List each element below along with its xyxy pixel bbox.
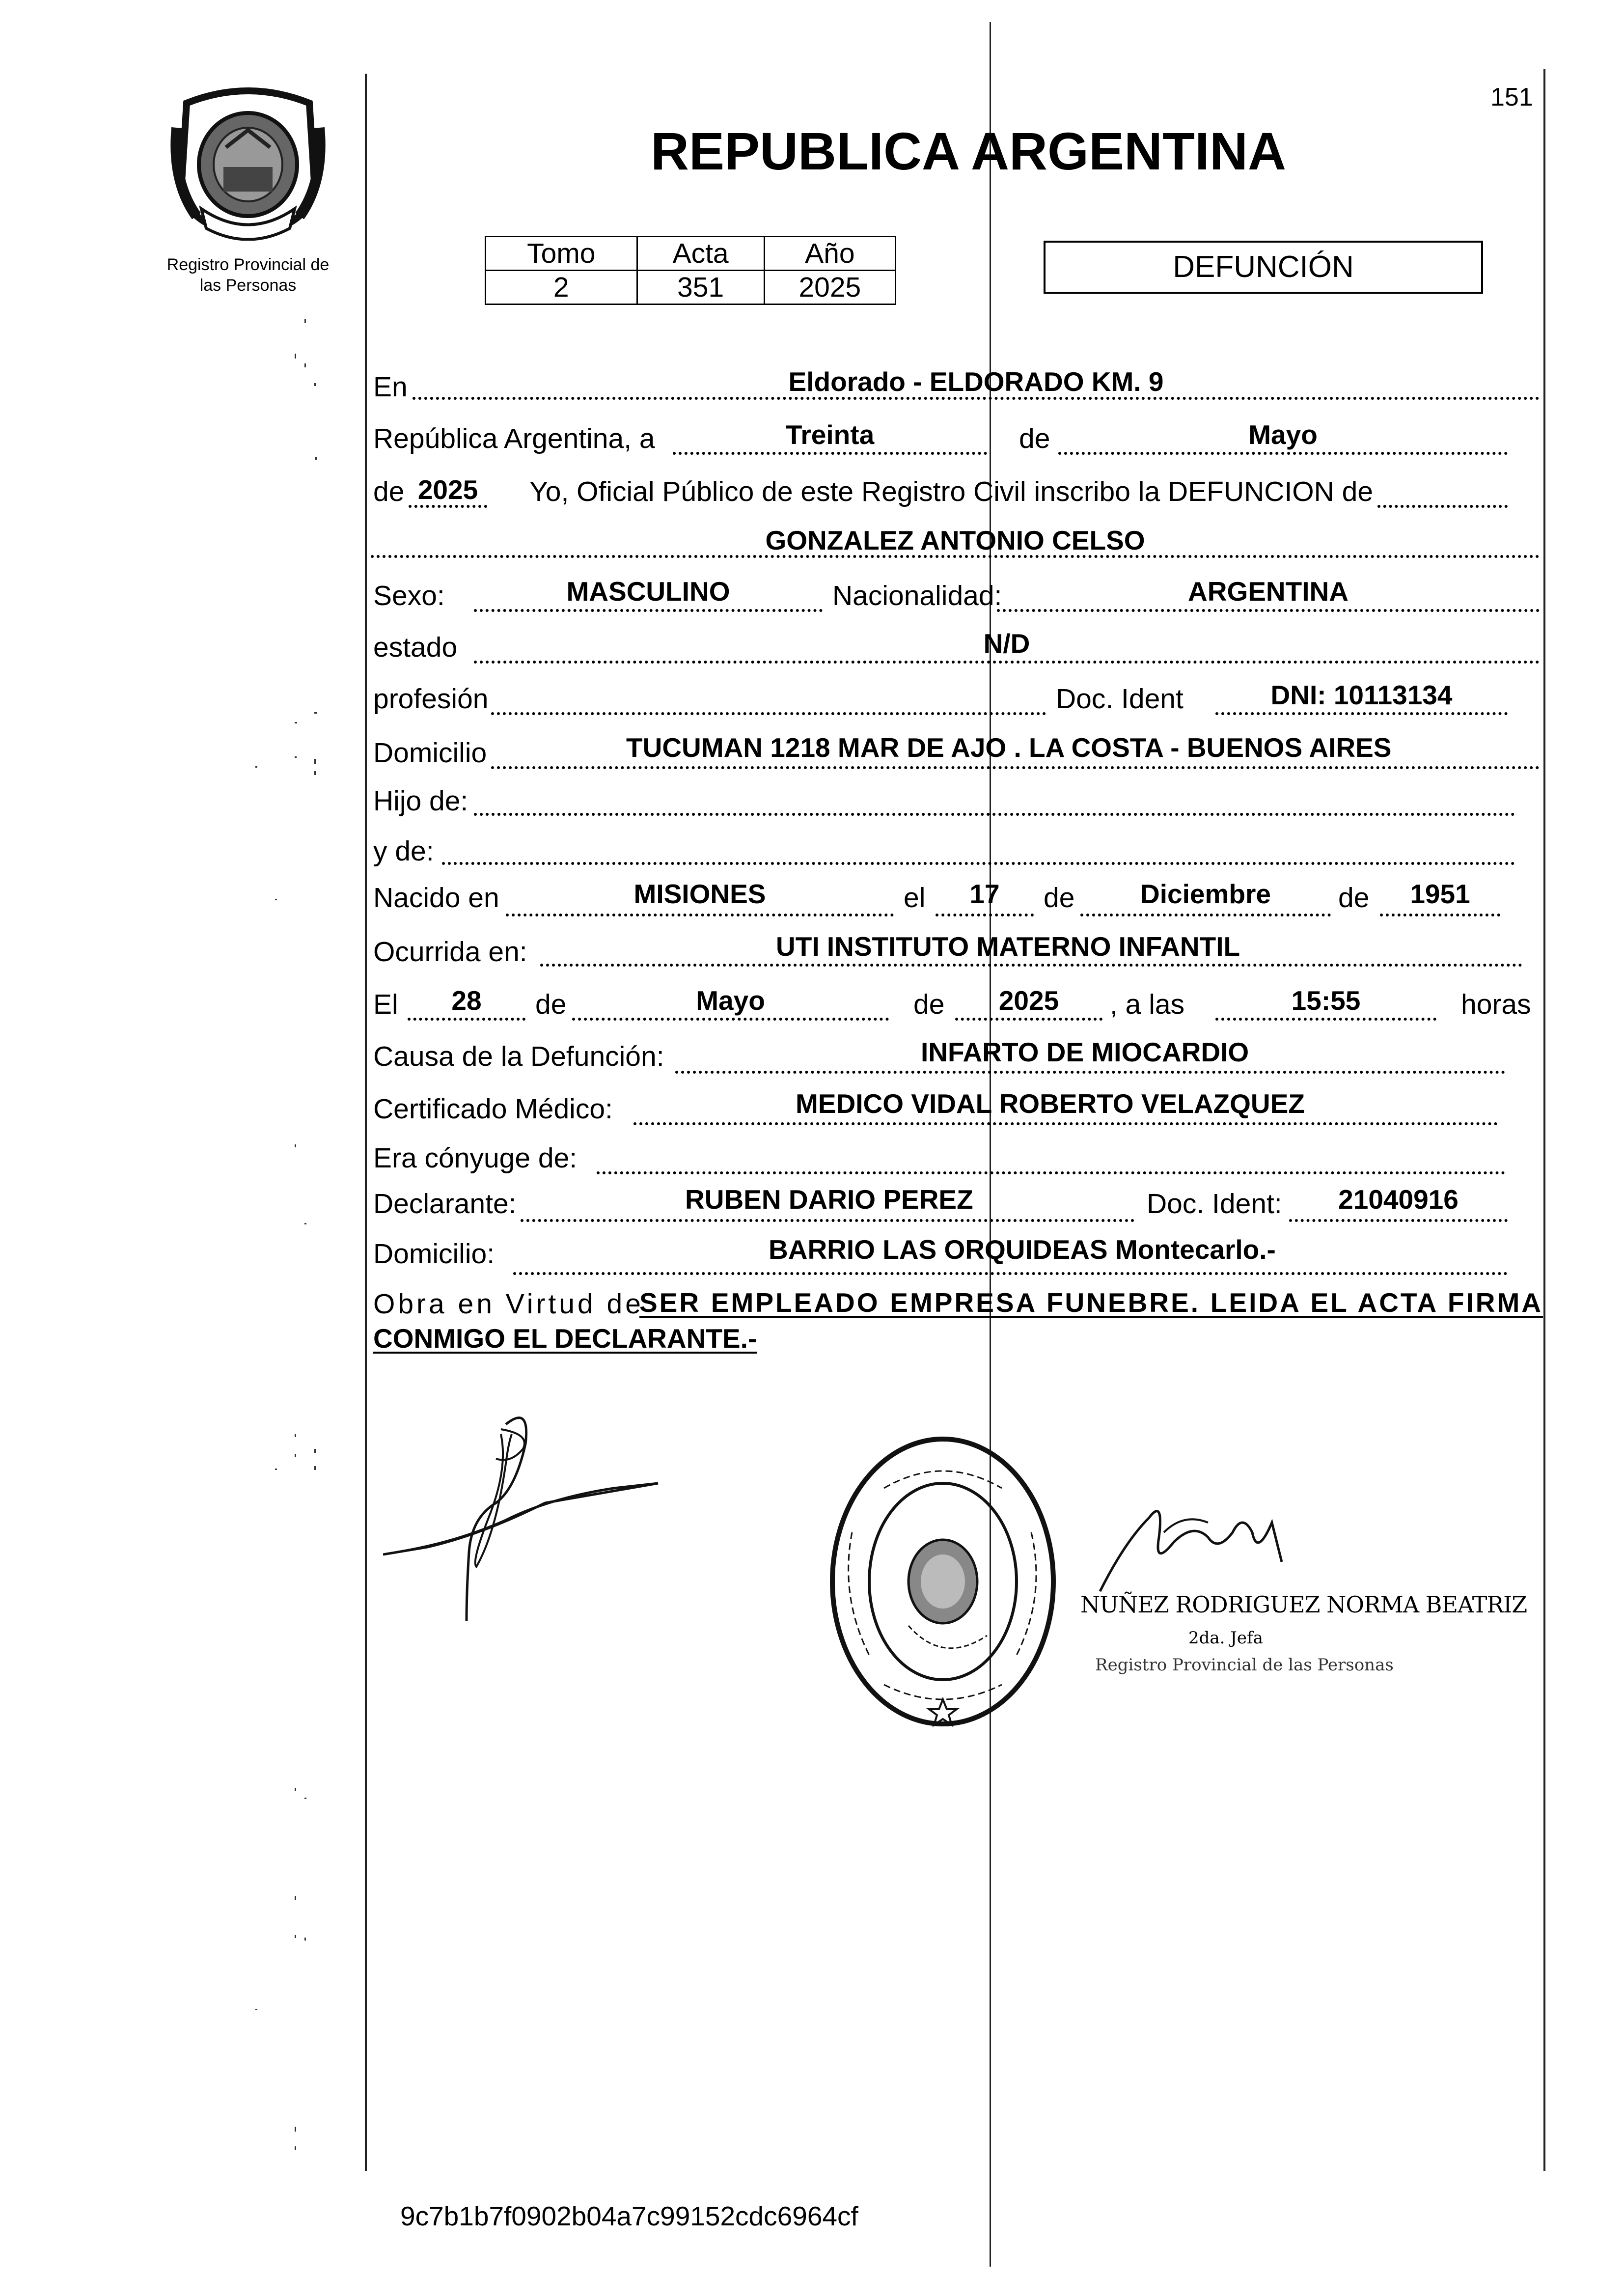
label-horas: horas	[1461, 989, 1531, 1020]
label-de-5: de	[535, 989, 567, 1020]
registry-label-line2: las Personas	[199, 276, 297, 295]
mes-value: Mayo	[1248, 419, 1318, 450]
nacido-en-value: MISIONES	[633, 879, 766, 909]
margin-specks	[0, 0, 373, 2275]
nacido-en-line	[506, 914, 894, 916]
label-nacido-en: Nacido en	[373, 882, 499, 914]
label-ocurrida-en: Ocurrida en:	[373, 936, 527, 968]
label-republica: República Argentina, a	[373, 423, 655, 454]
official-title: 2da. Jefa	[1188, 1628, 1263, 1648]
def-dia-line	[408, 1018, 525, 1021]
label-certificado: Certificado Médico:	[373, 1093, 613, 1125]
nac-anio-line	[1380, 914, 1500, 916]
conyuge-line	[597, 1171, 1505, 1174]
label-doc-ident: Doc. Ident	[1056, 683, 1184, 715]
label-de-4: de	[1338, 882, 1370, 914]
anio-header: Año	[764, 237, 895, 271]
mes-line	[1058, 452, 1508, 455]
declarante-value: RUBEN DARIO PEREZ	[685, 1184, 973, 1215]
fold-line	[990, 22, 991, 2267]
def-anio-line	[955, 1018, 1102, 1021]
declarante-line	[521, 1219, 1134, 1222]
label-nacionalidad: Nacionalidad:	[832, 580, 1002, 611]
nac-dia-value: 17	[969, 879, 1000, 909]
label-en: En	[373, 371, 408, 403]
ocurrida-en-value: UTI INSTITUTO MATERNO INFANTIL	[776, 931, 1240, 962]
left-border-line	[365, 74, 367, 2171]
dia-texto-value: Treinta	[785, 419, 875, 450]
label-domicilio: Domicilio	[373, 737, 487, 769]
def-mes-value: Mayo	[696, 985, 765, 1016]
tomo-header: Tomo	[486, 237, 637, 271]
declarante-domicilio-line	[513, 1272, 1508, 1275]
ocurrida-en-line	[540, 964, 1522, 967]
label-el-cap: El	[373, 989, 398, 1020]
label-y-de: y de:	[373, 835, 434, 867]
obra-line-2: CONMIGO EL DECLARANTE.-	[373, 1323, 757, 1354]
label-sexo: Sexo:	[373, 580, 445, 611]
label-conyuge: Era cónyuge de:	[373, 1142, 578, 1174]
label-el: el	[904, 882, 926, 914]
document-hash: 9c7b1b7f0902b04a7c99152cdc6964cf	[400, 2201, 858, 2231]
nacionalidad-line	[997, 609, 1540, 612]
sexo-value: MASCULINO	[566, 576, 730, 607]
label-yo-oficial: Yo, Oficial Público de este Registro Civil inscribo la DEFUNCION de	[529, 476, 1374, 507]
label-obra-en-virtud: Obra en Virtud de	[373, 1288, 644, 1320]
page-title: REPUBLICA ARGENTINA	[651, 121, 1286, 181]
label-declarante: Declarante:	[373, 1188, 517, 1220]
label-a-las: , a las	[1110, 989, 1185, 1020]
obra-line-1: SER EMPLEADO EMPRESA FUNEBRE. LEIDA EL ACTA FIRMA	[639, 1287, 1543, 1318]
label-de-1: de	[1019, 423, 1050, 454]
domicilio-line	[491, 766, 1540, 769]
lugar-value: Eldorado - ELDORADO KM. 9	[788, 366, 1164, 397]
nac-mes-value: Diciembre	[1140, 879, 1271, 909]
registry-label-line1: Registro Provincial de	[166, 255, 330, 274]
estado-value: N/D	[983, 628, 1030, 659]
label-domicilio-2: Domicilio:	[373, 1238, 495, 1270]
estado-line	[474, 661, 1540, 664]
label-de-6: de	[913, 989, 945, 1020]
def-hora-value: 15:55	[1291, 985, 1361, 1016]
nacionalidad-value: ARGENTINA	[1188, 576, 1349, 607]
defuncion-de-line	[1377, 505, 1508, 508]
profesion-line	[491, 712, 1046, 715]
official-name: NUÑEZ RODRIGUEZ NORMA BEATRIZ	[1080, 1591, 1527, 1618]
y-de-line	[442, 862, 1515, 865]
certificado-value: MEDICO VIDAL ROBERTO VELAZQUEZ	[796, 1088, 1305, 1119]
right-border-line	[1543, 69, 1545, 2171]
declarante-doc-value: 21040916	[1338, 1184, 1459, 1215]
page-number: 151	[1490, 83, 1533, 111]
causa-line	[675, 1071, 1505, 1074]
anio-value: 2025	[764, 271, 895, 305]
label-profesion: profesión	[373, 683, 489, 715]
anio-value: 2025	[417, 474, 478, 505]
label-estado: estado	[373, 632, 458, 663]
def-dia-value: 28	[451, 985, 482, 1016]
def-mes-line	[572, 1018, 889, 1021]
dia-line	[673, 452, 987, 455]
certificado-line	[633, 1122, 1498, 1125]
label-hijo-de: Hijo de:	[373, 785, 468, 817]
reference-table	[485, 236, 896, 305]
declarante-domicilio-value: BARRIO LAS ORQUIDEAS Montecarlo.-	[769, 1234, 1276, 1265]
declarant-signature	[383, 1405, 668, 1626]
official-stamp	[825, 1434, 1061, 1739]
causa-value: INFARTO DE MIOCARDIO	[921, 1037, 1249, 1067]
official-signature	[1095, 1483, 1301, 1596]
domicilio-value: TUCUMAN 1218 MAR DE AJO . LA COSTA - BUENOS AIRES	[626, 732, 1392, 763]
nac-dia-line	[936, 914, 1034, 916]
dni-line	[1215, 712, 1508, 715]
declarante-doc-line	[1289, 1219, 1508, 1222]
def-hora-line	[1215, 1018, 1436, 1021]
acta-value: 351	[637, 271, 764, 305]
hijo-de-line	[474, 813, 1515, 816]
label-de-2: de	[373, 476, 405, 507]
official-office: Registro Provincial de las Personas	[1095, 1655, 1394, 1675]
nac-mes-line	[1080, 914, 1331, 916]
label-causa: Causa de la Defunción:	[373, 1041, 664, 1072]
label-de-3: de	[1044, 882, 1075, 914]
def-anio-value: 2025	[998, 985, 1059, 1016]
sexo-line	[474, 609, 823, 612]
label-doc-ident-2: Doc. Ident:	[1147, 1188, 1282, 1220]
acta-header: Acta	[637, 237, 764, 271]
nombre-value: GONZALEZ ANTONIO CELSO	[765, 525, 1145, 555]
document-type-box: DEFUNCIÓN	[1044, 241, 1483, 294]
nac-anio-value: 1951	[1410, 879, 1470, 909]
dni-value: DNI: 10113134	[1270, 680, 1453, 710]
tomo-value: 2	[486, 271, 637, 305]
